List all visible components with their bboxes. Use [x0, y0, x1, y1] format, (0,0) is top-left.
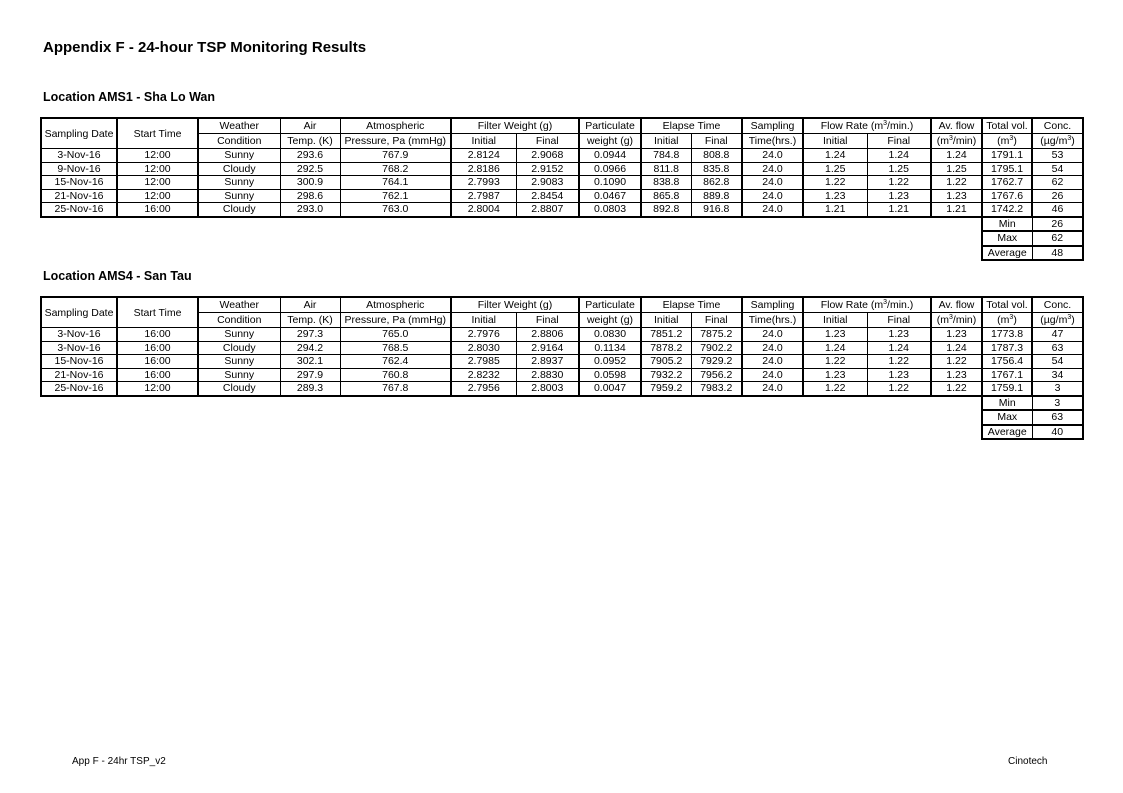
et-initial-cell: 838.8 [641, 176, 691, 190]
header-sampling-time: Sampling [742, 118, 803, 134]
conc-cell: 54 [1032, 162, 1083, 176]
summary-label-average: Average [982, 246, 1032, 261]
av-flow-cell: 1.23 [931, 189, 982, 203]
et-final-cell: 835.8 [691, 162, 742, 176]
header-elapse-time: Elapse Time [641, 297, 742, 313]
fr-initial-cell: 1.23 [803, 368, 867, 382]
fr-final-cell: 1.22 [867, 176, 931, 190]
fw-final-cell: 2.8937 [516, 355, 579, 369]
header-start-time: Start Time [117, 118, 198, 149]
table-row [41, 382, 1083, 396]
temp-cell: 293.6 [280, 149, 340, 163]
summary-label-average: Average [982, 425, 1032, 440]
fr-final-cell: 1.25 [867, 162, 931, 176]
header-total-vol: Total vol. [982, 297, 1032, 313]
header-av-flow: Av. flow [931, 118, 982, 134]
weather-cell: Sunny [198, 149, 280, 163]
table-row [41, 189, 1083, 203]
fw-final-cell: 2.9068 [516, 149, 579, 163]
date-cell: 9-Nov-16 [41, 162, 117, 176]
start-time-cell: 12:00 [117, 149, 198, 163]
et-final-cell: 862.8 [691, 176, 742, 190]
header-start-time: Start Time [117, 297, 198, 328]
header-et-initial: Initial [641, 313, 691, 328]
header-sampling-date: Sampling Date [41, 297, 117, 328]
table-row [41, 203, 1083, 217]
sampling-time-cell: 24.0 [742, 382, 803, 396]
sampling-time-cell: 24.0 [742, 203, 803, 217]
table-row [41, 149, 1083, 163]
sampling-time-cell: 24.0 [742, 162, 803, 176]
summary-value-average: 40 [1032, 425, 1083, 440]
date-cell: 3-Nov-16 [41, 328, 117, 342]
particulate-cell: 0.0966 [579, 162, 641, 176]
header-fw-final: Final [516, 134, 579, 149]
start-time-cell: 12:00 [117, 189, 198, 203]
start-time-cell: 16:00 [117, 368, 198, 382]
header-conc-unit: $(\mu g/m^3)$ [1032, 134, 1083, 149]
header-row-2 [41, 134, 1083, 149]
av-flow-cell: 1.21 [931, 203, 982, 217]
av-flow-cell: 1.22 [931, 355, 982, 369]
pressure-cell: 764.1 [340, 176, 451, 190]
summary-row-average [41, 425, 1083, 440]
conc-cell: 63 [1032, 341, 1083, 355]
header-et-final: Final [691, 313, 742, 328]
fw-initial-cell: 2.8030 [451, 341, 516, 355]
header-fw-initial: Initial [451, 313, 516, 328]
summary-value-max: 62 [1032, 231, 1083, 246]
fw-final-cell: 2.9083 [516, 176, 579, 190]
start-time-cell: 12:00 [117, 176, 198, 190]
header-conc: Conc. [1032, 297, 1083, 313]
summary-row-average [41, 246, 1083, 261]
et-initial-cell: 892.8 [641, 203, 691, 217]
pressure-cell: 767.9 [340, 149, 451, 163]
sampling-time-cell: 24.0 [742, 189, 803, 203]
fr-final-cell: 1.22 [867, 382, 931, 396]
total-vol-cell: 1767.1 [982, 368, 1032, 382]
sampling-time-cell: 24.0 [742, 368, 803, 382]
header-fr-final: Final [867, 134, 931, 149]
blank-cell [41, 425, 982, 440]
header-atm-pressure: Atmospheric [340, 118, 451, 134]
et-final-cell: 7875.2 [691, 328, 742, 342]
fw-initial-cell: 2.7985 [451, 355, 516, 369]
conc-cell: 47 [1032, 328, 1083, 342]
start-time-cell: 16:00 [117, 355, 198, 369]
temp-cell: 297.9 [280, 368, 340, 382]
header-row-2 [41, 313, 1083, 328]
sampling-time-cell: 24.0 [742, 341, 803, 355]
temp-cell: 302.1 [280, 355, 340, 369]
location-title-1: Location AMS4 - San Tau [43, 269, 192, 283]
header-filter-weight: Filter Weight (g) [451, 297, 579, 313]
temp-cell: 297.3 [280, 328, 340, 342]
particulate-cell: 0.0047 [579, 382, 641, 396]
blank-cell [41, 410, 982, 425]
fr-initial-cell: 1.21 [803, 203, 867, 217]
tsp-results-table-0 [40, 117, 1084, 261]
conc-cell: 62 [1032, 176, 1083, 190]
weather-cell: Sunny [198, 189, 280, 203]
sampling-time-cell: 24.0 [742, 355, 803, 369]
table-row [41, 328, 1083, 342]
pressure-cell: 763.0 [340, 203, 451, 217]
start-time-cell: 12:00 [117, 162, 198, 176]
summary-row-min [41, 217, 1083, 232]
total-vol-cell: 1773.8 [982, 328, 1032, 342]
header-av-flow-unit: $(m^3/\min)$ [931, 313, 982, 328]
temp-cell: 293.0 [280, 203, 340, 217]
header-particulate-sub: weight (g) [579, 134, 641, 149]
fr-final-cell: 1.24 [867, 341, 931, 355]
header-filter-weight: Filter Weight (g) [451, 118, 579, 134]
summary-label-max: Max [982, 410, 1032, 425]
header-conc: Conc. [1032, 118, 1083, 134]
total-vol-cell: 1759.1 [982, 382, 1032, 396]
av-flow-cell: 1.24 [931, 341, 982, 355]
et-initial-cell: 811.8 [641, 162, 691, 176]
fr-final-cell: 1.23 [867, 328, 931, 342]
document-title: Appendix F - 24-hour TSP Monitoring Results [43, 39, 367, 56]
table-row [41, 162, 1083, 176]
blank-cell [41, 217, 982, 232]
summary-row-max [41, 231, 1083, 246]
et-final-cell: 7956.2 [691, 368, 742, 382]
conc-cell: 53 [1032, 149, 1083, 163]
et-initial-cell: 784.8 [641, 149, 691, 163]
fr-initial-cell: 1.22 [803, 355, 867, 369]
header-weather-sub: Condition [198, 313, 280, 328]
header-atm-pressure-sub: Pressure, Pa (mmHg) [340, 134, 451, 149]
fr-initial-cell: 1.22 [803, 176, 867, 190]
header-row-1 [41, 118, 1083, 134]
summary-label-min: Min [982, 396, 1032, 411]
fr-initial-cell: 1.23 [803, 328, 867, 342]
fw-initial-cell: 2.7976 [451, 328, 516, 342]
date-cell: 3-Nov-16 [41, 341, 117, 355]
header-fw-final: Final [516, 313, 579, 328]
pressure-cell: 762.4 [340, 355, 451, 369]
weather-cell: Cloudy [198, 203, 280, 217]
header-fr-initial: Initial [803, 134, 867, 149]
header-weather-sub: Condition [198, 134, 280, 149]
header-conc-unit: $(\mu g/m^3)$ [1032, 313, 1083, 328]
date-cell: 21-Nov-16 [41, 189, 117, 203]
temp-cell: 300.9 [280, 176, 340, 190]
particulate-cell: 0.1090 [579, 176, 641, 190]
fr-initial-cell: 1.24 [803, 149, 867, 163]
et-initial-cell: 7959.2 [641, 382, 691, 396]
header-sampling-time-sub: Time(hrs.) [742, 313, 803, 328]
header-fr-initial: Initial [803, 313, 867, 328]
et-final-cell: 889.8 [691, 189, 742, 203]
header-fr-final: Final [867, 313, 931, 328]
fr-initial-cell: 1.22 [803, 382, 867, 396]
et-initial-cell: 7878.2 [641, 341, 691, 355]
particulate-cell: 0.0944 [579, 149, 641, 163]
fr-initial-cell: 1.25 [803, 162, 867, 176]
pressure-cell: 768.5 [340, 341, 451, 355]
fw-initial-cell: 2.8186 [451, 162, 516, 176]
start-time-cell: 12:00 [117, 382, 198, 396]
weather-cell: Sunny [198, 328, 280, 342]
date-cell: 25-Nov-16 [41, 382, 117, 396]
fw-initial-cell: 2.8232 [451, 368, 516, 382]
start-time-cell: 16:00 [117, 328, 198, 342]
weather-cell: Sunny [198, 176, 280, 190]
total-vol-cell: 1742.2 [982, 203, 1032, 217]
header-sampling-date: Sampling Date [41, 118, 117, 149]
temp-cell: 298.6 [280, 189, 340, 203]
header-air-temp: Air [280, 118, 340, 134]
pressure-cell: 765.0 [340, 328, 451, 342]
header-air-temp: Air [280, 297, 340, 313]
av-flow-cell: 1.24 [931, 149, 982, 163]
header-total-vol-unit: $(m^3)$ [982, 313, 1032, 328]
fw-final-cell: 2.9164 [516, 341, 579, 355]
fw-final-cell: 2.8454 [516, 189, 579, 203]
sampling-time-cell: 24.0 [742, 176, 803, 190]
start-time-cell: 16:00 [117, 203, 198, 217]
header-particulate: Particulate [579, 118, 641, 134]
et-final-cell: 7983.2 [691, 382, 742, 396]
header-row-1 [41, 297, 1083, 313]
et-final-cell: 7929.2 [691, 355, 742, 369]
pressure-cell: 760.8 [340, 368, 451, 382]
fw-initial-cell: 2.7956 [451, 382, 516, 396]
pressure-cell: 768.2 [340, 162, 451, 176]
pressure-cell: 767.8 [340, 382, 451, 396]
header-atm-pressure: Atmospheric [340, 297, 451, 313]
pressure-cell: 762.1 [340, 189, 451, 203]
et-initial-cell: 865.8 [641, 189, 691, 203]
header-weather: Weather [198, 118, 280, 134]
header-particulate: Particulate [579, 297, 641, 313]
sampling-time-cell: 24.0 [742, 149, 803, 163]
av-flow-cell: 1.22 [931, 382, 982, 396]
header-fw-initial: Initial [451, 134, 516, 149]
conc-cell: 54 [1032, 355, 1083, 369]
particulate-cell: 0.0803 [579, 203, 641, 217]
fw-initial-cell: 2.8124 [451, 149, 516, 163]
weather-cell: Sunny [198, 368, 280, 382]
fr-final-cell: 1.21 [867, 203, 931, 217]
date-cell: 21-Nov-16 [41, 368, 117, 382]
particulate-cell: 0.0952 [579, 355, 641, 369]
header-weather: Weather [198, 297, 280, 313]
summary-value-min: 3 [1032, 396, 1083, 411]
header-sampling-time: Sampling [742, 297, 803, 313]
header-av-flow: Av. flow [931, 297, 982, 313]
header-et-initial: Initial [641, 134, 691, 149]
fw-final-cell: 2.9152 [516, 162, 579, 176]
weather-cell: Sunny [198, 355, 280, 369]
weather-cell: Cloudy [198, 382, 280, 396]
av-flow-cell: 1.25 [931, 162, 982, 176]
et-initial-cell: 7932.2 [641, 368, 691, 382]
et-final-cell: 7902.2 [691, 341, 742, 355]
total-vol-cell: 1767.6 [982, 189, 1032, 203]
location-title-0: Location AMS1 - Sha Lo Wan [43, 90, 215, 104]
sampling-time-cell: 24.0 [742, 328, 803, 342]
header-flow-rate: Flow Rate $(m^3/\min.)$ [803, 297, 931, 313]
total-vol-cell: 1756.4 [982, 355, 1032, 369]
header-air-temp-sub: Temp. (K) [280, 313, 340, 328]
particulate-cell: 0.0467 [579, 189, 641, 203]
footer-document-name: App F - 24hr TSP_v2 [72, 756, 166, 767]
header-elapse-time: Elapse Time [641, 118, 742, 134]
header-total-vol: Total vol. [982, 118, 1032, 134]
particulate-cell: 0.1134 [579, 341, 641, 355]
fw-initial-cell: 2.7993 [451, 176, 516, 190]
et-final-cell: 916.8 [691, 203, 742, 217]
start-time-cell: 16:00 [117, 341, 198, 355]
header-av-flow-unit: $(m^3/\min)$ [931, 134, 982, 149]
et-final-cell: 808.8 [691, 149, 742, 163]
total-vol-cell: 1795.1 [982, 162, 1032, 176]
footer-company: Cinotech [1008, 756, 1048, 767]
header-atm-pressure-sub: Pressure, Pa (mmHg) [340, 313, 451, 328]
total-vol-cell: 1791.1 [982, 149, 1032, 163]
summary-row-min [41, 396, 1083, 411]
fw-final-cell: 2.8806 [516, 328, 579, 342]
summary-value-min: 26 [1032, 217, 1083, 232]
av-flow-cell: 1.23 [931, 368, 982, 382]
total-vol-cell: 1787.3 [982, 341, 1032, 355]
tsp-results-table-1 [40, 296, 1084, 440]
conc-cell: 46 [1032, 203, 1083, 217]
summary-value-max: 63 [1032, 410, 1083, 425]
summary-row-max [41, 410, 1083, 425]
fr-final-cell: 1.22 [867, 355, 931, 369]
fw-final-cell: 2.8807 [516, 203, 579, 217]
header-sampling-time-sub: Time(hrs.) [742, 134, 803, 149]
fw-final-cell: 2.8830 [516, 368, 579, 382]
fr-initial-cell: 1.24 [803, 341, 867, 355]
av-flow-cell: 1.23 [931, 328, 982, 342]
weather-cell: Cloudy [198, 341, 280, 355]
date-cell: 15-Nov-16 [41, 176, 117, 190]
summary-label-max: Max [982, 231, 1032, 246]
fw-initial-cell: 2.7987 [451, 189, 516, 203]
summary-label-min: Min [982, 217, 1032, 232]
header-particulate-sub: weight (g) [579, 313, 641, 328]
table-row [41, 368, 1083, 382]
fr-final-cell: 1.24 [867, 149, 931, 163]
date-cell: 3-Nov-16 [41, 149, 117, 163]
table-row [41, 355, 1083, 369]
table-row [41, 341, 1083, 355]
temp-cell: 294.2 [280, 341, 340, 355]
fr-final-cell: 1.23 [867, 189, 931, 203]
header-et-final: Final [691, 134, 742, 149]
fr-initial-cell: 1.23 [803, 189, 867, 203]
conc-cell: 26 [1032, 189, 1083, 203]
summary-value-average: 48 [1032, 246, 1083, 261]
total-vol-cell: 1762.7 [982, 176, 1032, 190]
blank-cell [41, 231, 982, 246]
date-cell: 15-Nov-16 [41, 355, 117, 369]
header-air-temp-sub: Temp. (K) [280, 134, 340, 149]
blank-cell [41, 246, 982, 261]
av-flow-cell: 1.22 [931, 176, 982, 190]
particulate-cell: 0.0598 [579, 368, 641, 382]
conc-cell: 34 [1032, 368, 1083, 382]
particulate-cell: 0.0830 [579, 328, 641, 342]
blank-cell [41, 396, 982, 411]
et-initial-cell: 7905.2 [641, 355, 691, 369]
fr-final-cell: 1.23 [867, 368, 931, 382]
temp-cell: 289.3 [280, 382, 340, 396]
weather-cell: Cloudy [198, 162, 280, 176]
header-total-vol-unit: $(m^3)$ [982, 134, 1032, 149]
temp-cell: 292.5 [280, 162, 340, 176]
table-row [41, 176, 1083, 190]
et-initial-cell: 7851.2 [641, 328, 691, 342]
date-cell: 25-Nov-16 [41, 203, 117, 217]
fw-final-cell: 2.8003 [516, 382, 579, 396]
header-flow-rate: Flow Rate $(m^3/\min.)$ [803, 118, 931, 134]
fw-initial-cell: 2.8004 [451, 203, 516, 217]
conc-cell: 3 [1032, 382, 1083, 396]
